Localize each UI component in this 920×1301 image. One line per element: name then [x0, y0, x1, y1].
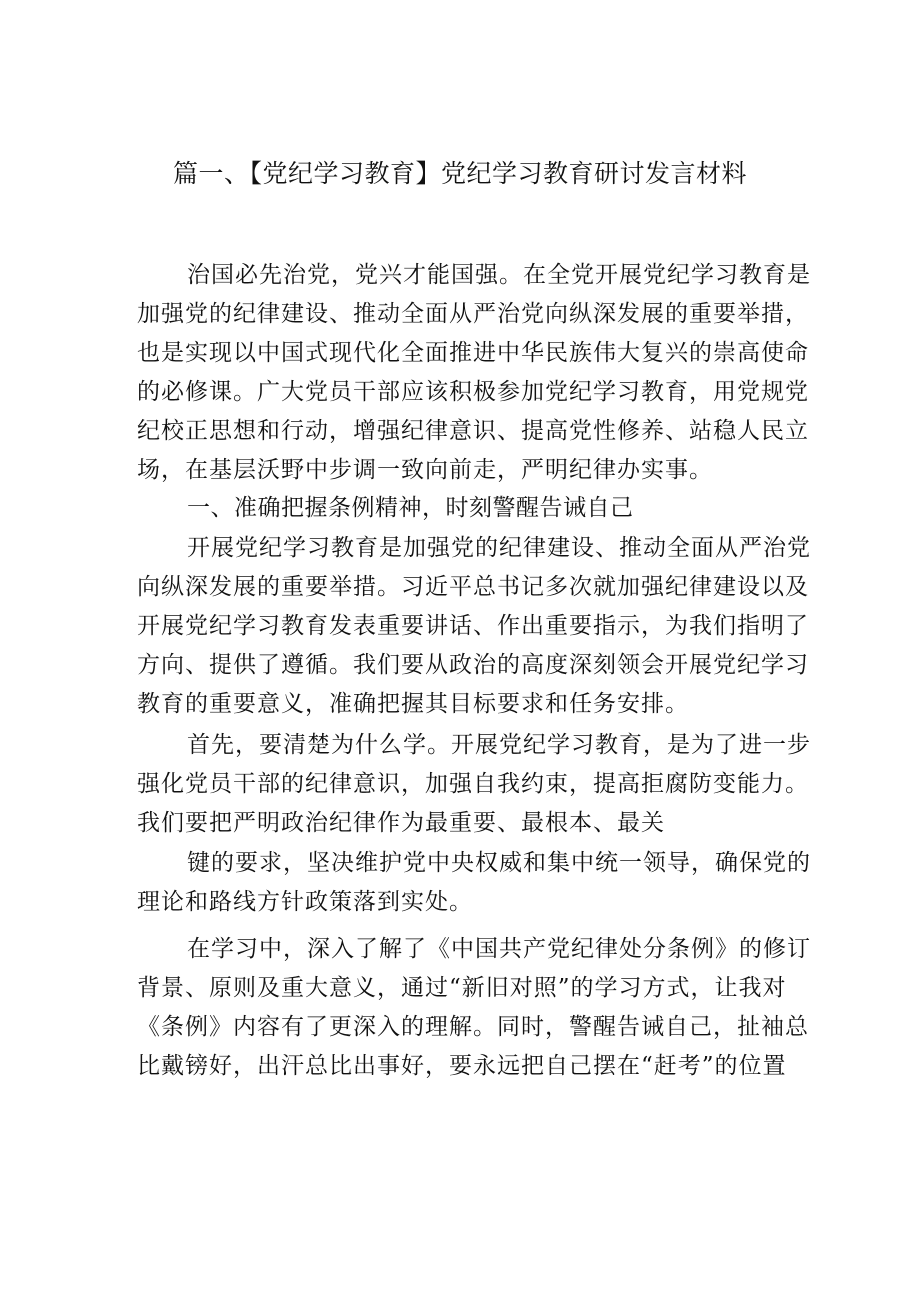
paragraph-5-line-2: 背景、原则及重大意义，通过“新旧对照”的学习方式，让我对	[137, 975, 787, 1001]
paragraph-2-line-2: 向纵深发展的重要举措。习近平总书记多次就加强纪律建设以及	[137, 574, 809, 600]
paragraph-5-line-1: 在学习中，深入了解了《中国共产党纪律处分条例》的修订	[187, 936, 811, 962]
paragraph-1-line-6: 场，在基层沃野中步调一致向前走，严明纪律办实事。	[137, 457, 713, 483]
paragraph-1-line-5: 纪校正思想和行动，增强纪律意识、提高党性修养、站稳人民立	[137, 418, 809, 444]
paragraph-1-line-1: 治国必先治党，党兴才能国强。在全党开展党纪学习教育是	[187, 262, 811, 288]
paragraph-5-line-4: 比戴镑好，出汗总比出事好，要永远把自己摆在“赶考”的位置	[137, 1053, 787, 1079]
paragraph-2-line-1: 开展党纪学习教育是加强党的纪律建设、推动全面从严治党	[187, 535, 811, 561]
section-heading-1: 一、准确把握条例精神，时刻警醒告诫自己	[187, 495, 634, 521]
paragraph-4-line-1: 键的要求，坚决维护党中央权威和集中统一领导，确保党的	[187, 850, 811, 876]
paragraph-1-line-4: 的必修课。广大党员干部应该积极参加党纪学习教育，用党规党	[137, 379, 809, 405]
paragraph-2-line-4: 方向、提供了遵循。我们要从政治的高度深刻领会开展党纪学习	[137, 652, 809, 678]
paragraph-4-line-2: 理论和路线方针政策落到实处。	[137, 889, 473, 915]
document-title: 篇一、【党纪学习教育】党纪学习教育研讨发言材料	[172, 159, 747, 188]
paragraph-1-line-2: 加强党的纪律建设、推动全面从严治党向纵深发展的重要举措，	[137, 301, 809, 327]
paragraph-3-line-1: 首先，要清楚为什么学。开展党纪学习教育，是为了进一步	[187, 732, 811, 758]
paragraph-3-line-3: 我们要把严明政治纪律作为最重要、最根本、最关	[137, 810, 665, 836]
paragraph-5-line-3: 《条例》内容有了更深入的理解。同时，警醒告诫自己，扯袖总	[137, 1014, 809, 1040]
paragraph-3-line-2: 强化党员干部的纪律意识，加强自我约束，提高拒腐防变能力。	[137, 771, 809, 797]
paragraph-1-line-3: 也是实现以中国式现代化全面推进中华民族伟大复兴的崇高使命	[137, 340, 809, 366]
paragraph-2-line-3: 开展党纪学习教育发表重要讲话、作出重要指示，为我们指明了	[137, 613, 809, 639]
paragraph-2-line-5: 教育的重要意义，准确把握其目标要求和任务安排。	[137, 691, 689, 717]
